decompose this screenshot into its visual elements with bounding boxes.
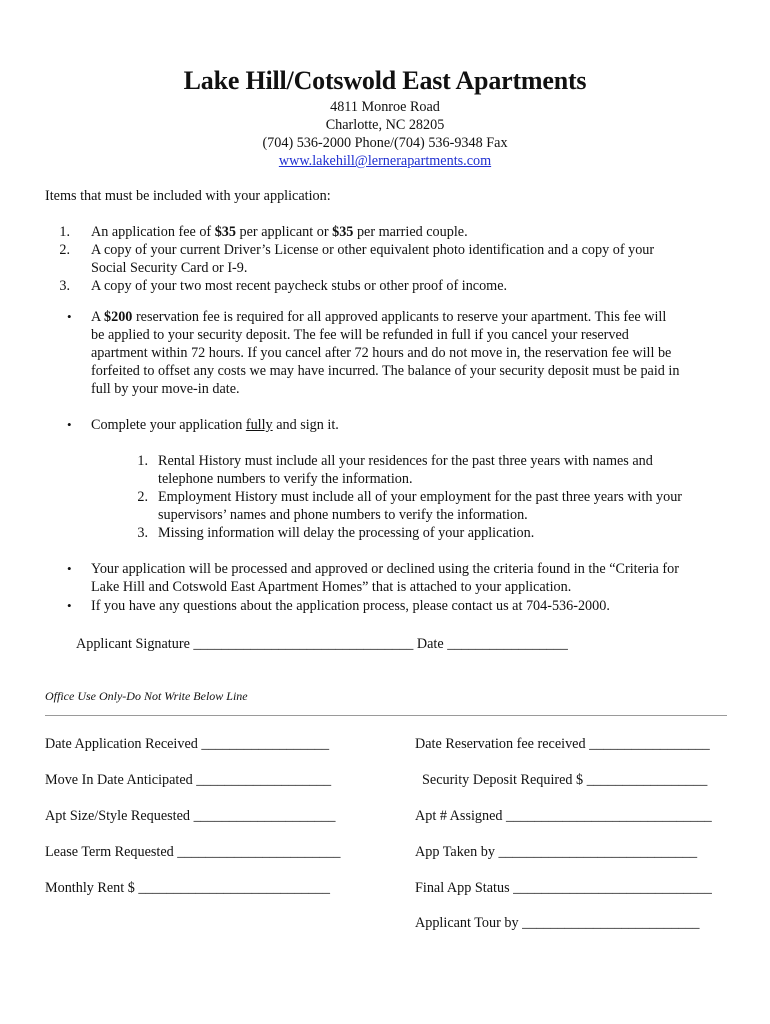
field-label: Move In Date Anticipated <box>45 772 193 788</box>
list-number: 2. <box>137 489 148 505</box>
item-text: and sign it. <box>272 417 339 433</box>
field-label: Date Reservation fee received <box>415 736 586 752</box>
website-link[interactable]: www.lakehill@lernerapartments.com <box>278 153 492 169</box>
field-label: Applicant Tour by <box>415 915 519 931</box>
emphasis-fully: fully <box>245 417 273 433</box>
field-label: Final App Status <box>415 880 510 896</box>
list-item-continued: supervisors’ names and phone numbers to verify the information. <box>158 507 528 523</box>
office-field-row <box>415 914 699 932</box>
item-text: per applicant or <box>235 224 333 240</box>
office-field-row <box>415 735 710 753</box>
field-label: Apt Size/Style Requested <box>45 808 191 824</box>
fee-amount: $35 <box>332 224 354 240</box>
office-field-row <box>415 807 712 825</box>
field-blank[interactable]: ___________________ <box>196 772 332 788</box>
field-label: Security Deposit Required $ <box>422 772 584 788</box>
paragraph-line: full by your move-in date. <box>91 381 240 397</box>
office-field-row <box>45 843 340 861</box>
field-blank[interactable]: _________________________ <box>522 915 700 931</box>
bullet-icon: • <box>67 598 72 613</box>
fee-amount: $200 <box>104 309 133 325</box>
field-label: Monthly Rent $ <box>45 880 135 896</box>
item-text: A <box>91 309 105 325</box>
paragraph-line <box>91 416 339 434</box>
list-number: 3. <box>59 278 70 294</box>
list-item: A copy of your current Driver’s License or other equivalent photo identification and a copy of your <box>91 242 655 258</box>
list-number: 3. <box>137 525 148 541</box>
item-text: An application fee of <box>91 224 215 240</box>
item-text: reservation fee is required for all approved applicants to reserve your apartment. This fee will <box>132 309 667 325</box>
field-blank[interactable]: ____________________ <box>193 808 336 824</box>
paragraph-line <box>91 308 666 326</box>
signature-field[interactable]: _______________________________ <box>193 636 414 652</box>
date-label: Date <box>416 636 444 652</box>
address-street: 4811 Monroe Road <box>330 99 440 115</box>
field-label: Date Application Received <box>45 736 198 752</box>
list-item: Employment History must include all of your employment for the past three years with your <box>158 489 683 505</box>
field-blank[interactable]: __________________ <box>201 736 330 752</box>
field-blank[interactable]: _____________________________ <box>506 808 712 824</box>
list-item: Missing information will delay the processing of your application. <box>158 525 535 541</box>
office-field-row <box>45 807 335 825</box>
address-city: Charlotte, NC 28205 <box>325 117 445 133</box>
item-text: per married couple. <box>353 224 468 240</box>
office-field-row <box>422 771 707 789</box>
field-label: Lease Term Requested <box>45 844 174 860</box>
paragraph-line: be applied to your security deposit. The fee will be refunded in full if you cancel your reserved <box>91 327 629 343</box>
office-field-row <box>415 879 712 897</box>
field-label: Apt # Assigned <box>415 808 503 824</box>
paragraph-line: If you have any questions about the application process, please contact us at 704-536-2000. <box>91 598 610 614</box>
paragraph-line: Lake Hill and Cotswold East Apartment Homes” that is attached to your application. <box>91 579 572 595</box>
office-field-row <box>45 735 329 753</box>
list-number: 2. <box>59 242 70 258</box>
field-blank[interactable]: _________________ <box>589 736 710 752</box>
office-field-row <box>415 843 697 861</box>
field-blank[interactable]: ____________________________ <box>513 880 712 896</box>
list-number: 1. <box>59 224 70 240</box>
bullet-icon: • <box>67 309 72 324</box>
list-item-continued: telephone numbers to verify the information. <box>158 471 413 487</box>
office-field-row <box>45 879 330 897</box>
list-item <box>91 223 468 241</box>
list-item: Rental History must include all your residences for the past three years with names and <box>158 453 653 469</box>
office-field-row <box>45 771 331 789</box>
item-text: Complete your application <box>91 417 246 433</box>
signature-row <box>76 635 568 653</box>
list-item: A copy of your two most recent paycheck stubs or other proof of income. <box>91 278 508 294</box>
list-number: 1. <box>137 453 148 469</box>
field-blank[interactable]: ____________________________ <box>498 844 698 860</box>
signature-label: Applicant Signature <box>76 636 190 652</box>
fee-amount: $35 <box>214 224 236 240</box>
intro-text: Items that must be included with your application: <box>45 188 331 204</box>
page-title: Lake Hill/Cotswold East Apartments <box>183 66 587 95</box>
paragraph-line: Your application will be processed and approved or declined using the criteria found in the “Criteria for <box>91 561 679 577</box>
office-use-notice: Office Use Only-Do Not Write Below Line <box>45 689 248 703</box>
list-item-continued: Social Security Card or I-9. <box>91 260 248 276</box>
phone-fax: (704) 536-2000 Phone/(704) 536-9348 Fax <box>262 135 508 151</box>
bullet-icon: • <box>67 561 72 576</box>
date-field[interactable]: _________________ <box>447 636 568 652</box>
bullet-icon: • <box>67 417 72 432</box>
paragraph-line: forfeited to offset any costs we may have incurred. The balance of your security deposit must be paid in <box>91 363 680 379</box>
field-label: App Taken by <box>415 844 495 860</box>
field-blank[interactable]: _________________ <box>586 772 708 788</box>
paragraph-line: apartment within 72 hours. If you cancel after 72 hours and do not move in, the reservation fee will be <box>91 345 672 361</box>
divider-line <box>45 715 727 716</box>
field-blank[interactable]: ___________________________ <box>138 880 330 896</box>
field-blank[interactable]: _______________________ <box>177 844 341 860</box>
